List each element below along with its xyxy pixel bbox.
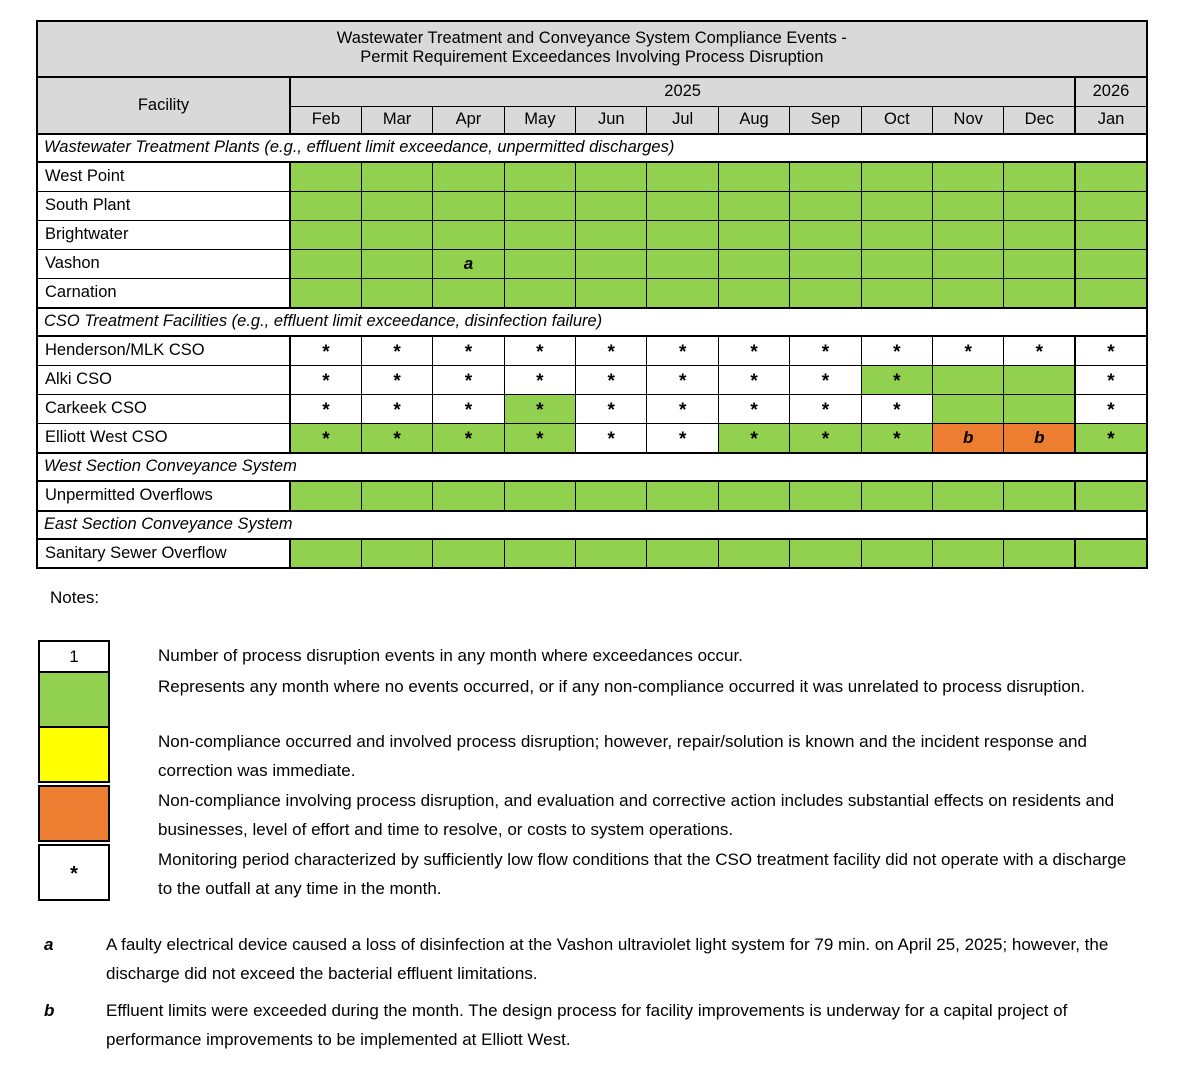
status-cell-oct: [861, 191, 932, 220]
low-flow-asterisk: *: [893, 399, 901, 421]
status-cell-dec: [1004, 191, 1075, 220]
table-row: [37, 423, 1147, 452]
legend-row: [38, 640, 1138, 671]
low-flow-asterisk: *: [678, 428, 687, 450]
low-flow-asterisk: *: [1107, 428, 1115, 450]
facility-name: West Point: [37, 162, 290, 191]
facility-name: Brightwater: [37, 220, 290, 249]
month-header-jun: Jun: [576, 106, 647, 134]
status-cell-oct: [861, 365, 932, 394]
low-flow-asterisk: *: [1035, 341, 1044, 363]
status-cell-nov: [933, 220, 1004, 249]
table-title-line-1: Wastewater Treatment and Conveyance System Compliance Events -: [336, 29, 847, 47]
low-flow-asterisk: *: [393, 370, 401, 392]
low-flow-asterisk: *: [322, 370, 330, 392]
status-cell-apr: [433, 481, 504, 511]
facility-name: Carnation: [37, 278, 290, 307]
legend-description: Monitoring period characterized by sufficiently low flow conditions that the CSO treatment facility did not operate with a discharge to the outfall at any time in the month.: [158, 850, 1127, 898]
footnote-marker-b: b: [1034, 427, 1045, 447]
legend-row: [38, 844, 1138, 903]
status-cell-jan: [1075, 423, 1146, 452]
status-cell-jan: [1075, 162, 1146, 191]
year-header-2025: 2025: [290, 77, 1075, 107]
table-row: [37, 162, 1147, 191]
legend-swatch-orange: [38, 785, 110, 842]
status-cell-aug: [718, 336, 789, 365]
legend-row: [38, 785, 1138, 844]
footnote-a: [44, 930, 1144, 988]
month-header-oct: Oct: [861, 106, 932, 134]
status-cell-nov: [933, 423, 1004, 452]
month-header-may: May: [504, 106, 575, 134]
low-flow-asterisk: *: [750, 341, 758, 363]
status-cell-apr: [433, 423, 504, 452]
facility-name: Unpermitted Overflows: [37, 481, 290, 511]
status-cell-dec: [1004, 249, 1075, 278]
status-cell-may: [504, 336, 575, 365]
status-cell-dec: [1004, 394, 1075, 423]
legend-row: [38, 726, 1138, 785]
status-cell-dec: [1004, 365, 1075, 394]
status-cell-oct: [861, 423, 932, 452]
matrix-tbody: [37, 134, 1147, 569]
status-cell-oct: [861, 394, 932, 423]
status-cell-oct: [861, 539, 932, 569]
low-flow-asterisk: *: [750, 370, 758, 392]
low-flow-asterisk: *: [393, 428, 401, 450]
status-cell-aug: [718, 220, 789, 249]
low-flow-asterisk: *: [821, 370, 830, 392]
month-header-nov: Nov: [933, 106, 1004, 134]
status-cell-apr: [433, 365, 504, 394]
low-flow-asterisk: *: [964, 341, 972, 363]
table-title: [37, 21, 1147, 77]
status-cell-jul: [647, 191, 718, 220]
status-cell-may: [504, 539, 575, 569]
status-cell-jun: [576, 539, 647, 569]
status-cell-dec: [1004, 481, 1075, 511]
low-flow-asterisk: *: [750, 399, 758, 421]
table-row: [37, 539, 1147, 569]
status-cell-mar: [361, 278, 432, 307]
status-cell-may: [504, 249, 575, 278]
low-flow-asterisk: *: [607, 370, 615, 392]
status-cell-jun: [576, 191, 647, 220]
month-header-mar: Mar: [361, 106, 432, 134]
section-heading-row: [37, 453, 1147, 481]
matrix-year-row: [37, 77, 1147, 107]
status-cell-mar: [361, 481, 432, 511]
status-cell-jun: [576, 365, 647, 394]
low-flow-asterisk: *: [607, 399, 615, 421]
status-cell-nov: [933, 394, 1004, 423]
facility-column-header: Facility: [37, 77, 290, 134]
status-cell-jan: [1075, 336, 1146, 365]
legend-row: [38, 671, 1138, 726]
legend-swatch-label: 1: [69, 646, 79, 666]
status-cell-sep: [790, 365, 861, 394]
section-heading-row: [37, 308, 1147, 336]
compliance-matrix-table: [36, 20, 1148, 569]
status-cell-feb: [290, 191, 361, 220]
status-cell-jan: [1075, 220, 1146, 249]
low-flow-asterisk: *: [678, 370, 687, 392]
status-cell-sep: [790, 249, 861, 278]
status-cell-mar: [361, 365, 432, 394]
section-heading-row: [37, 511, 1147, 539]
low-flow-asterisk: *: [678, 341, 687, 363]
status-cell-mar: [361, 539, 432, 569]
status-cell-jun: [576, 220, 647, 249]
low-flow-asterisk: *: [322, 341, 330, 363]
table-row: [37, 336, 1147, 365]
status-cell-feb: [290, 278, 361, 307]
low-flow-asterisk: *: [678, 399, 687, 421]
table-row: [37, 278, 1147, 307]
notes-label: Notes:: [50, 588, 100, 607]
status-cell-jul: [647, 220, 718, 249]
status-cell-sep: [790, 162, 861, 191]
low-flow-asterisk: *: [536, 399, 544, 421]
facility-name: Vashon: [37, 249, 290, 278]
status-cell-may: [504, 191, 575, 220]
status-cell-apr: [433, 191, 504, 220]
status-cell-apr: [433, 249, 504, 278]
status-cell-oct: [861, 278, 932, 307]
low-flow-asterisk: *: [1107, 399, 1115, 421]
low-flow-asterisk: *: [893, 428, 901, 450]
status-cell-sep: [790, 394, 861, 423]
status-cell-feb: [290, 481, 361, 511]
status-cell-aug: [718, 365, 789, 394]
low-flow-asterisk: *: [821, 399, 830, 421]
section-heading: West Section Conveyance System: [37, 453, 1147, 481]
section-heading: Wastewater Treatment Plants (e.g., effluent limit exceedance, unpermitted discharges): [37, 134, 1147, 162]
table-title-line-2: Permit Requirement Exceedances Involving Process Disruption: [360, 47, 824, 66]
status-cell-mar: [361, 191, 432, 220]
status-cell-mar: [361, 394, 432, 423]
low-flow-asterisk: *: [536, 341, 544, 363]
status-cell-may: [504, 394, 575, 423]
status-cell-aug: [718, 394, 789, 423]
legend-description: Represents any month where no events occurred, or if any non-compliance occurred it was unrelated to process disruption.: [158, 677, 1085, 696]
status-cell-jul: [647, 336, 718, 365]
section-heading: East Section Conveyance System: [37, 511, 1147, 539]
table-row: [37, 191, 1147, 220]
low-flow-asterisk: *: [322, 428, 330, 450]
status-cell-jun: [576, 249, 647, 278]
status-cell-sep: [790, 336, 861, 365]
table-row: [37, 394, 1147, 423]
status-cell-oct: [861, 481, 932, 511]
section-heading: CSO Treatment Facilities (e.g., effluent limit exceedance, disinfection failure): [37, 308, 1147, 336]
status-cell-feb: [290, 394, 361, 423]
status-cell-jan: [1075, 191, 1146, 220]
status-cell-apr: [433, 336, 504, 365]
low-flow-asterisk: *: [893, 370, 901, 392]
status-cell-sep: [790, 191, 861, 220]
status-cell-feb: [290, 539, 361, 569]
status-cell-nov: [933, 278, 1004, 307]
status-cell-dec: [1004, 539, 1075, 569]
status-cell-jun: [576, 394, 647, 423]
facility-name: Sanitary Sewer Overflow: [37, 539, 290, 569]
month-header-dec: Dec: [1004, 106, 1075, 134]
month-header-feb: Feb: [290, 106, 361, 134]
status-cell-aug: [718, 539, 789, 569]
status-cell-apr: [433, 278, 504, 307]
status-cell-may: [504, 162, 575, 191]
status-cell-jul: [647, 394, 718, 423]
status-cell-nov: [933, 162, 1004, 191]
legend-swatch-green: [38, 671, 110, 728]
footnote-mark: a: [44, 935, 54, 954]
month-header-sep: Sep: [790, 106, 861, 134]
status-cell-mar: [361, 162, 432, 191]
low-flow-asterisk: *: [536, 428, 544, 450]
legend-description: Number of process disruption events in any month where exceedances occur.: [158, 646, 743, 665]
low-flow-asterisk: *: [464, 399, 473, 421]
legend-swatch-white: [38, 844, 110, 901]
low-flow-asterisk: *: [1107, 341, 1115, 363]
low-flow-asterisk: *: [607, 341, 615, 363]
month-header-jul: Jul: [647, 106, 718, 134]
status-cell-jun: [576, 162, 647, 191]
status-cell-dec: [1004, 220, 1075, 249]
status-cell-mar: [361, 336, 432, 365]
table-row: [37, 481, 1147, 511]
matrix-title-row: [37, 21, 1147, 77]
status-cell-feb: [290, 423, 361, 452]
month-header-jan: Jan: [1075, 106, 1146, 134]
footnote-marker-a: a: [463, 253, 474, 273]
status-cell-oct: [861, 249, 932, 278]
month-header-aug: Aug: [718, 106, 789, 134]
legend-swatch-label: *: [70, 863, 78, 885]
low-flow-asterisk: *: [893, 341, 901, 363]
status-cell-aug: [718, 162, 789, 191]
status-cell-nov: [933, 481, 1004, 511]
footnote-text: A faulty electrical device caused a loss of disinfection at the Vashon ultraviolet light system for 79 min. on April 25, 2025; however, the discharge did not exceed the bacterial effluent limitations.: [106, 935, 1109, 983]
status-cell-may: [504, 481, 575, 511]
status-cell-sep: [790, 278, 861, 307]
status-cell-jun: [576, 278, 647, 307]
legend-description: Non-compliance occurred and involved process disruption; however, repair/solution is known and the incident response and correction was immediate.: [158, 732, 1087, 780]
status-cell-aug: [718, 191, 789, 220]
status-cell-jul: [647, 423, 718, 452]
legend-block: [38, 640, 1138, 903]
status-cell-sep: [790, 220, 861, 249]
status-cell-mar: [361, 423, 432, 452]
status-cell-jan: [1075, 539, 1146, 569]
status-cell-apr: [433, 220, 504, 249]
status-cell-aug: [718, 278, 789, 307]
status-cell-jun: [576, 336, 647, 365]
status-cell-jul: [647, 481, 718, 511]
status-cell-sep: [790, 539, 861, 569]
status-cell-oct: [861, 336, 932, 365]
status-cell-nov: [933, 365, 1004, 394]
status-cell-feb: [290, 249, 361, 278]
status-cell-jan: [1075, 365, 1146, 394]
status-cell-feb: [290, 220, 361, 249]
status-cell-may: [504, 423, 575, 452]
footnotes-block: [44, 930, 1144, 1062]
facility-name: Elliott West CSO: [37, 423, 290, 452]
low-flow-asterisk: *: [536, 370, 544, 392]
footnote-marker-b: b: [963, 427, 974, 447]
facility-name: Alki CSO: [37, 365, 290, 394]
status-cell-aug: [718, 423, 789, 452]
status-cell-jan: [1075, 481, 1146, 511]
status-cell-mar: [361, 220, 432, 249]
status-cell-jun: [576, 481, 647, 511]
section-heading-row: [37, 134, 1147, 162]
legend-swatch-yellow: [38, 726, 110, 783]
status-cell-dec: [1004, 278, 1075, 307]
status-cell-jan: [1075, 278, 1146, 307]
status-cell-nov: [933, 191, 1004, 220]
status-cell-jul: [647, 162, 718, 191]
facility-name: Carkeek CSO: [37, 394, 290, 423]
month-header-apr: Apr: [433, 106, 504, 134]
status-cell-jul: [647, 365, 718, 394]
status-cell-jul: [647, 249, 718, 278]
status-cell-may: [504, 220, 575, 249]
low-flow-asterisk: *: [464, 370, 473, 392]
status-cell-jul: [647, 539, 718, 569]
low-flow-asterisk: *: [393, 341, 401, 363]
footnote-mark: b: [44, 1001, 55, 1020]
status-cell-feb: [290, 162, 361, 191]
matrix-thead: [37, 21, 1147, 134]
status-cell-jul: [647, 278, 718, 307]
low-flow-asterisk: *: [1107, 370, 1115, 392]
low-flow-asterisk: *: [464, 428, 473, 450]
table-row: [37, 220, 1147, 249]
status-cell-may: [504, 365, 575, 394]
status-cell-nov: [933, 336, 1004, 365]
low-flow-asterisk: *: [464, 341, 473, 363]
status-cell-feb: [290, 365, 361, 394]
low-flow-asterisk: *: [821, 341, 830, 363]
year-header-2026: 2026: [1075, 77, 1146, 107]
status-cell-nov: [933, 539, 1004, 569]
facility-name: Henderson/MLK CSO: [37, 336, 290, 365]
status-cell-jun: [576, 423, 647, 452]
status-cell-may: [504, 278, 575, 307]
status-cell-dec: [1004, 336, 1075, 365]
status-cell-nov: [933, 249, 1004, 278]
status-cell-apr: [433, 539, 504, 569]
status-cell-aug: [718, 481, 789, 511]
status-cell-mar: [361, 249, 432, 278]
status-cell-aug: [718, 249, 789, 278]
footnote-text: Effluent limits were exceeded during the month. The design process for facility improvements is underway for a capital project of performance improvements to be implemented at Elliott West.: [106, 1001, 1068, 1049]
status-cell-oct: [861, 162, 932, 191]
low-flow-asterisk: *: [750, 428, 758, 450]
footnote-b: [44, 996, 1144, 1054]
status-cell-sep: [790, 481, 861, 511]
status-cell-sep: [790, 423, 861, 452]
legend-description: Non-compliance involving process disruption, and evaluation and corrective action includes substantial effects on residents and businesses, level of effort and time to resolve, or costs to system operations.: [158, 791, 1115, 839]
low-flow-asterisk: *: [821, 428, 830, 450]
low-flow-asterisk: *: [607, 428, 615, 450]
table-row: [37, 249, 1147, 278]
status-cell-oct: [861, 220, 932, 249]
status-cell-dec: [1004, 423, 1075, 452]
status-cell-jan: [1075, 394, 1146, 423]
low-flow-asterisk: *: [393, 399, 401, 421]
table-row: [37, 365, 1147, 394]
status-cell-apr: [433, 162, 504, 191]
legend-swatch-white: [38, 640, 110, 673]
status-cell-dec: [1004, 162, 1075, 191]
status-cell-apr: [433, 394, 504, 423]
status-cell-feb: [290, 336, 361, 365]
facility-name: South Plant: [37, 191, 290, 220]
compliance-matrix-container: [36, 20, 1146, 569]
status-cell-jan: [1075, 249, 1146, 278]
low-flow-asterisk: *: [322, 399, 330, 421]
